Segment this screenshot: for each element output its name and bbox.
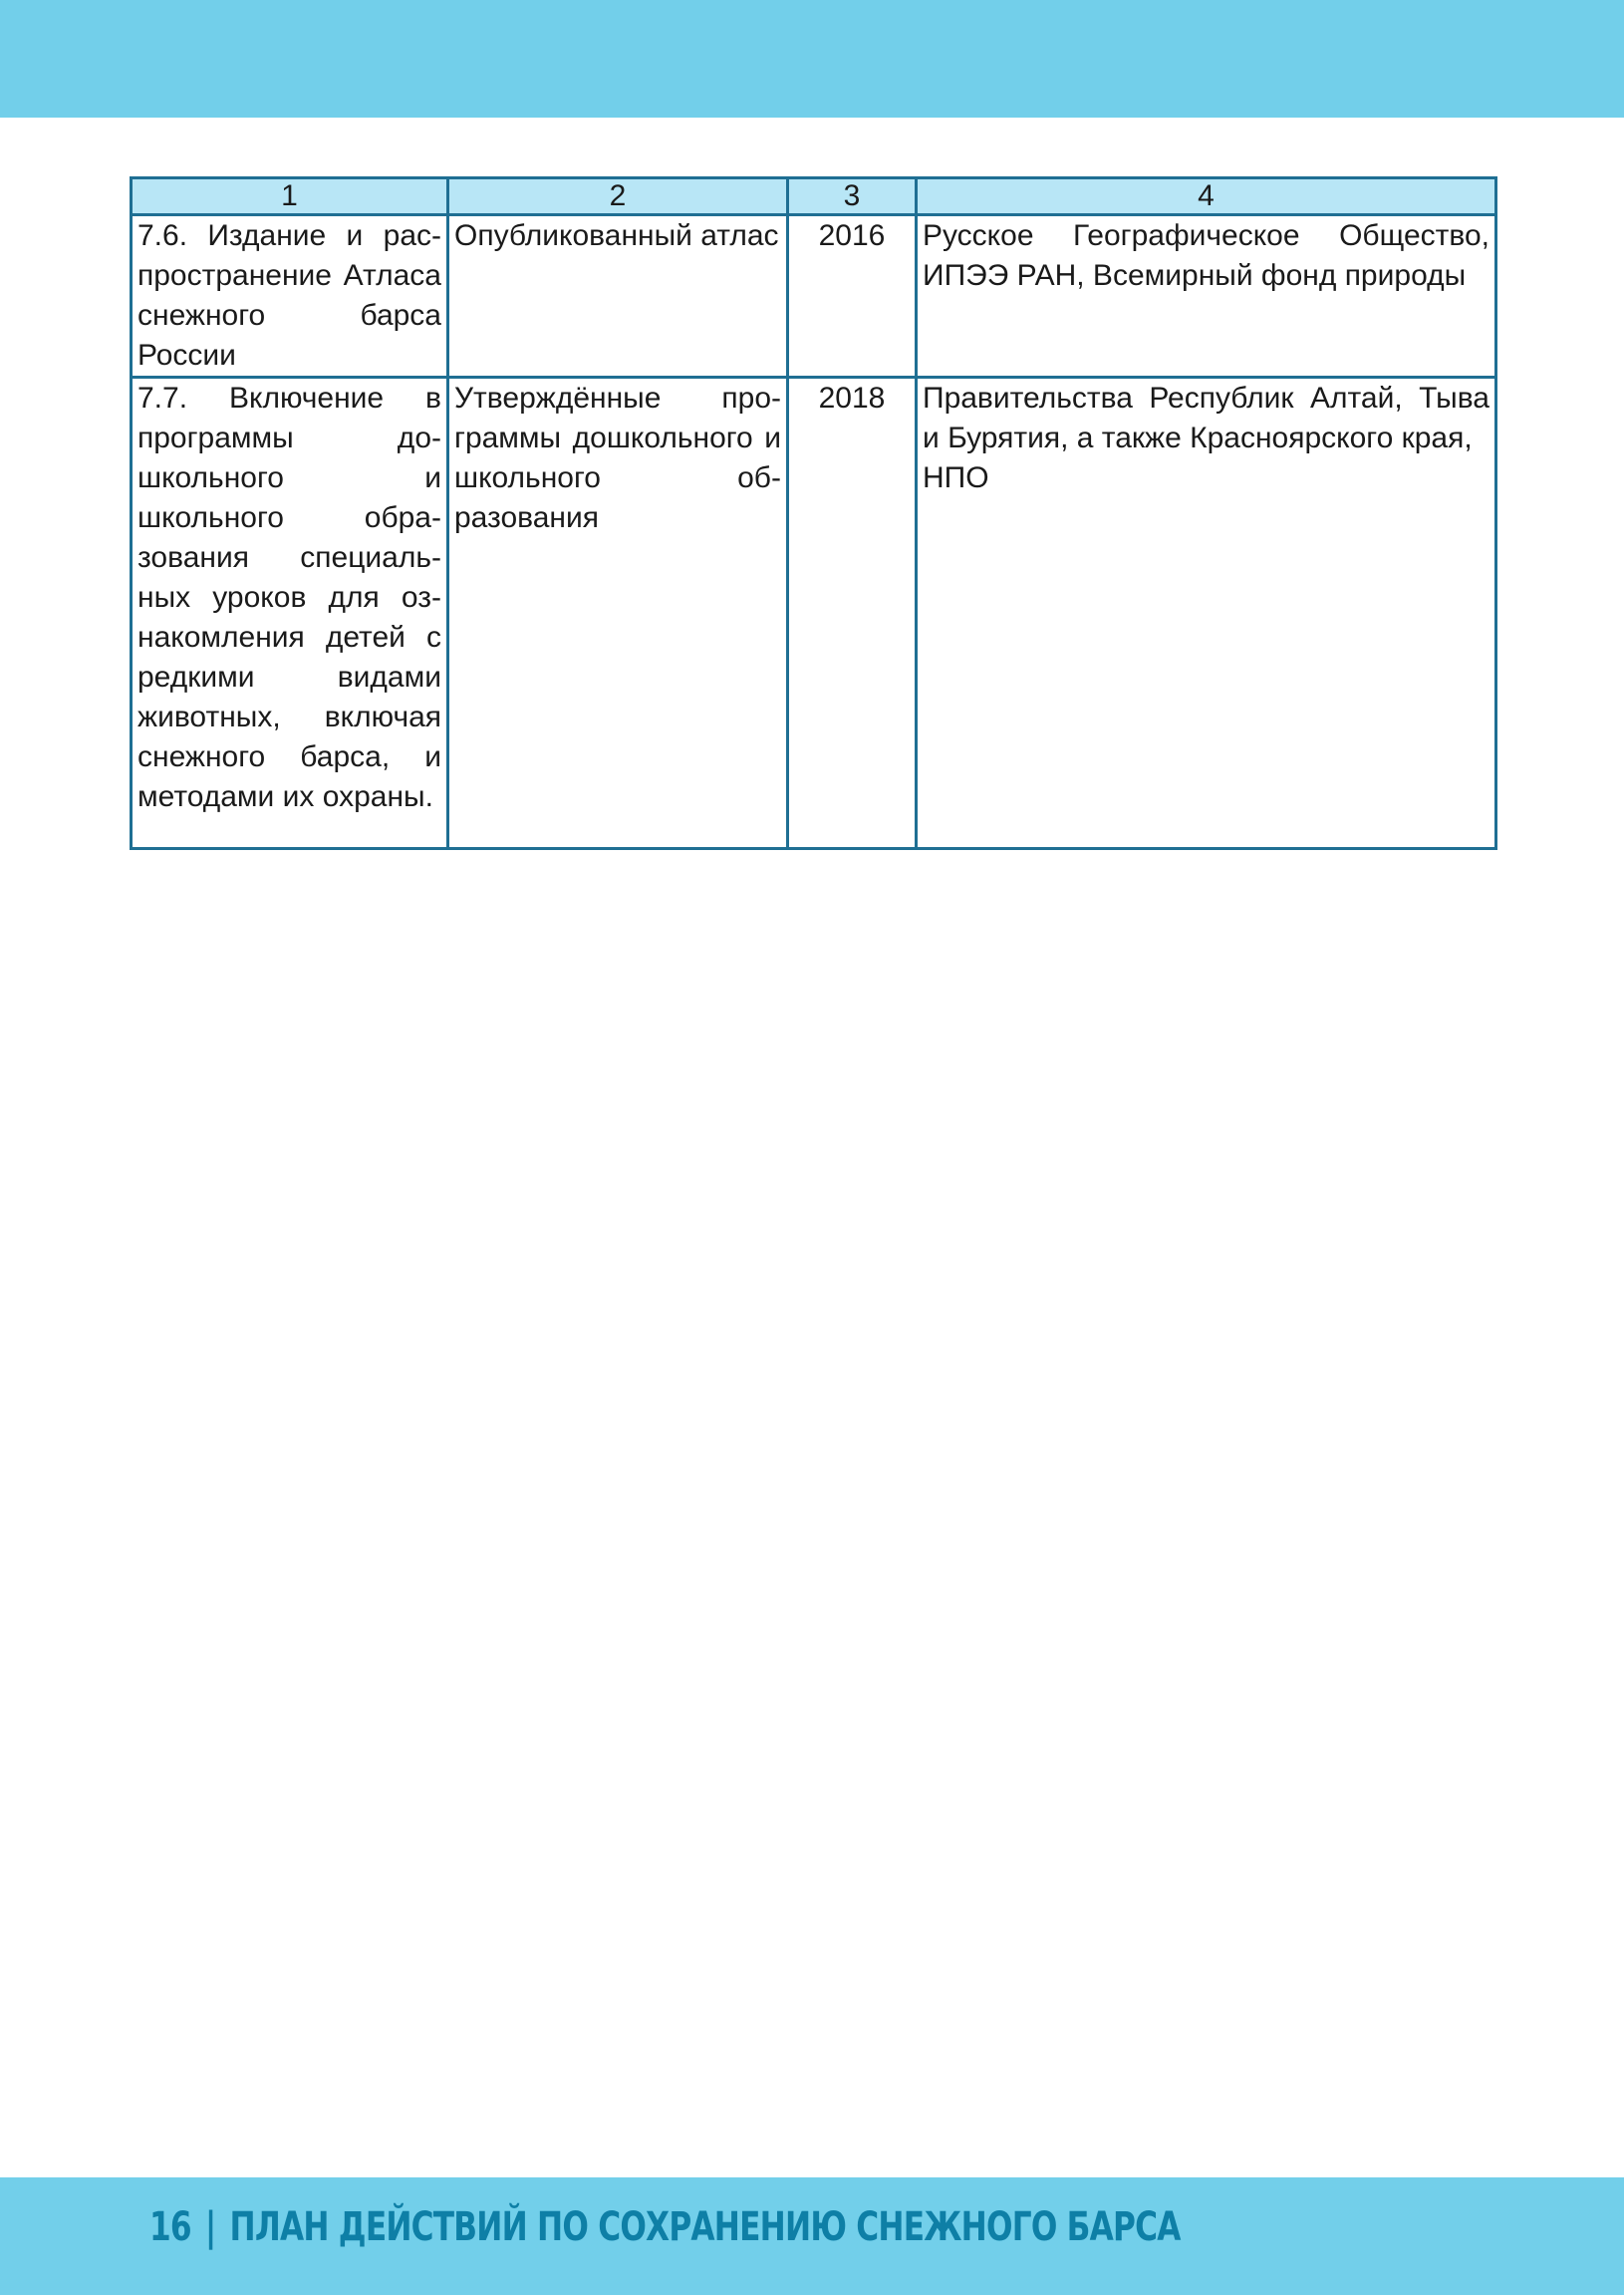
year-cell: 2016	[788, 215, 917, 378]
result-cell: Опубликованный атлас	[448, 215, 788, 378]
responsible-cell: Русское Географическое Общество, ИПЭЭ РАН, Всемирный фонд природы	[917, 215, 1496, 378]
column-header: 1	[132, 178, 448, 215]
top-color-band	[0, 0, 1624, 118]
table-header-row	[132, 178, 1496, 215]
document-title: ПЛАН ДЕЙСТВИЙ ПО СОХРАНЕНИЮ СНЕЖНОГО БАРСА	[229, 2204, 1181, 2250]
column-header: 3	[788, 178, 917, 215]
table-row	[132, 215, 1496, 378]
action-plan-table	[130, 176, 1497, 850]
activity-cell: 7.6. Издание и распространение Атласа снежного барса России	[132, 215, 448, 378]
footer-separator: |	[204, 2204, 216, 2250]
responsible-extra-text: НПО	[923, 461, 989, 494]
column-header: 2	[448, 178, 788, 215]
footer	[149, 2204, 1181, 2250]
responsible-text: Правительства Республик Алтай, Тыва и Бурятия, а также Красноярского края,	[923, 382, 1489, 454]
responsible-cell	[917, 378, 1496, 849]
column-header: 4	[917, 178, 1496, 215]
year-cell: 2018	[788, 378, 917, 849]
table-row	[132, 378, 1496, 849]
page-number: 16	[149, 2204, 191, 2250]
activity-cell: 7.7. Включение в программы дошкольного и школьного образования специальных уроков для ознакомления детей с редкими видами животных, включая снежного барса, и методами их охраны.	[132, 378, 448, 849]
result-cell: Утверждённые программы дошкольного и школьного образования	[448, 378, 788, 849]
